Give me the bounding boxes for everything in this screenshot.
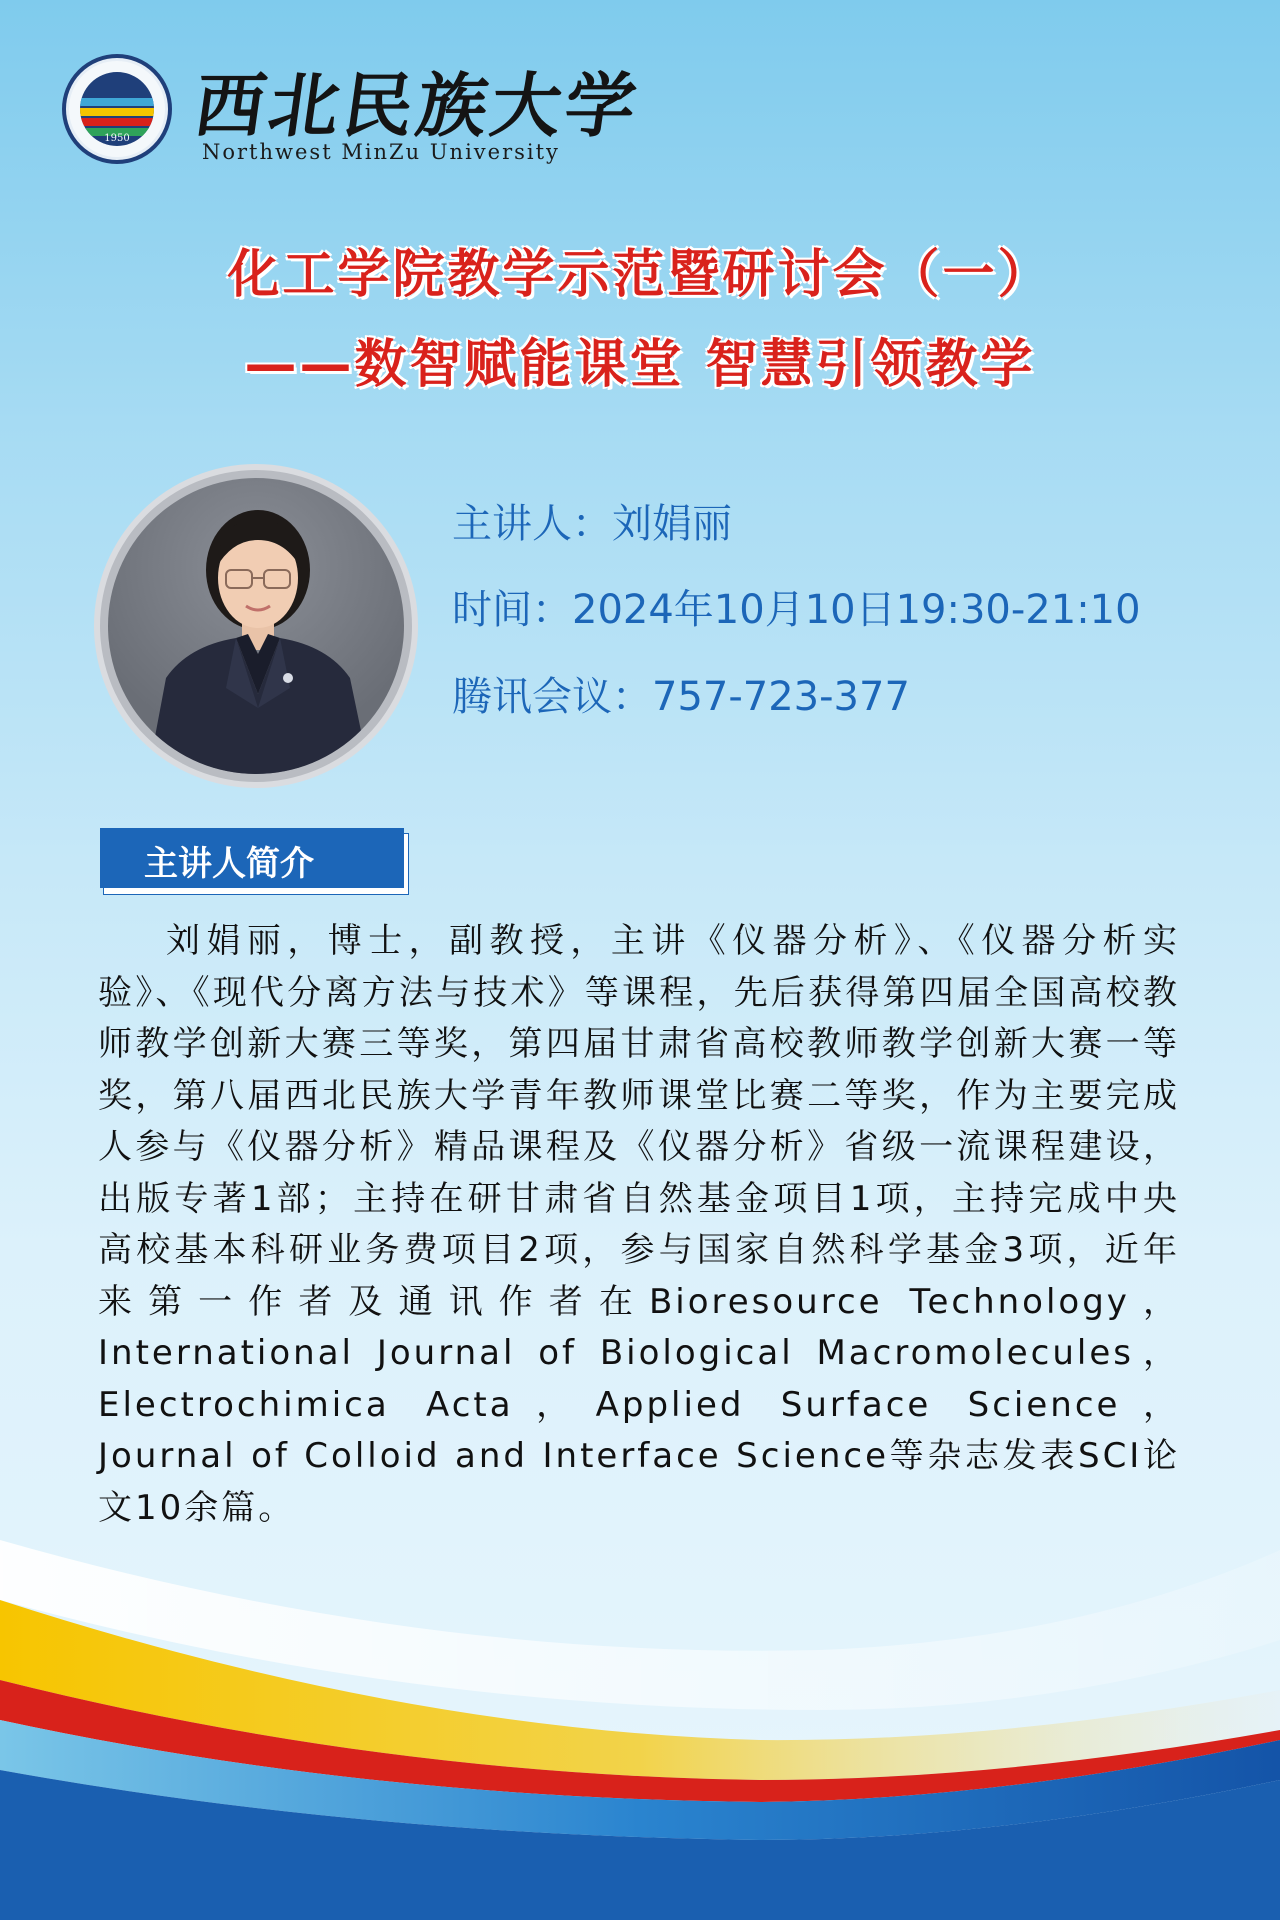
speaker-intro-heading (100, 828, 404, 888)
speaker-intro-label: 主讲人简介 (144, 844, 314, 884)
speaker-photo (108, 478, 404, 774)
university-name-en: Northwest MinZu University (202, 140, 560, 164)
speaker-photo-frame (100, 470, 412, 782)
speaker-name: 主讲人：刘娟丽 (452, 501, 732, 547)
event-time: 时间：2024年10月10日19:30-21:10 (452, 587, 1141, 633)
tencent-meeting-id: 腾讯会议：757-723-377 (452, 674, 910, 720)
university-seal-logo (62, 54, 172, 164)
seal-year: 1950 (104, 133, 130, 144)
header (62, 50, 662, 170)
event-title: 化工学院教学示范暨研讨会（一） (227, 245, 1053, 305)
speaker-portrait-illustration (108, 478, 404, 774)
event-subtitle: ——数智赋能课堂 智慧引领教学 (244, 335, 1036, 395)
university-name-cn: 西北民族大学 (189, 64, 646, 147)
decorative-wave-bands (0, 1480, 1280, 1920)
speaker-bio: 刘娟丽，博士，副教授，主讲《仪器分析》、《仪器分析实验》、《现代分离方法与技术》等课程，先后获得第四届全国高校教师教学创新大赛三等奖，第四届甘肃省高校教师教学创新大赛一等奖，第八届西北民族大学青年教师课堂比赛二等奖，作为主要完成人参与《仪器分析》精品课程及《仪器分析》省级一流课程建设，出版专著1部；主持在研甘肃省自然基金项目1项，主持完成中央高校基本科研业务费项目2项，参与国家自然科学基金3项，近年来第一作者及通讯作者在Bioresource Technology，International Journal of Biological Macromolecules，Electrochimica Acta，Applied Surface Science，Journal of Colloid and Interface Science等杂志发表SCI论文10余篇。 (98, 921, 1180, 1528)
